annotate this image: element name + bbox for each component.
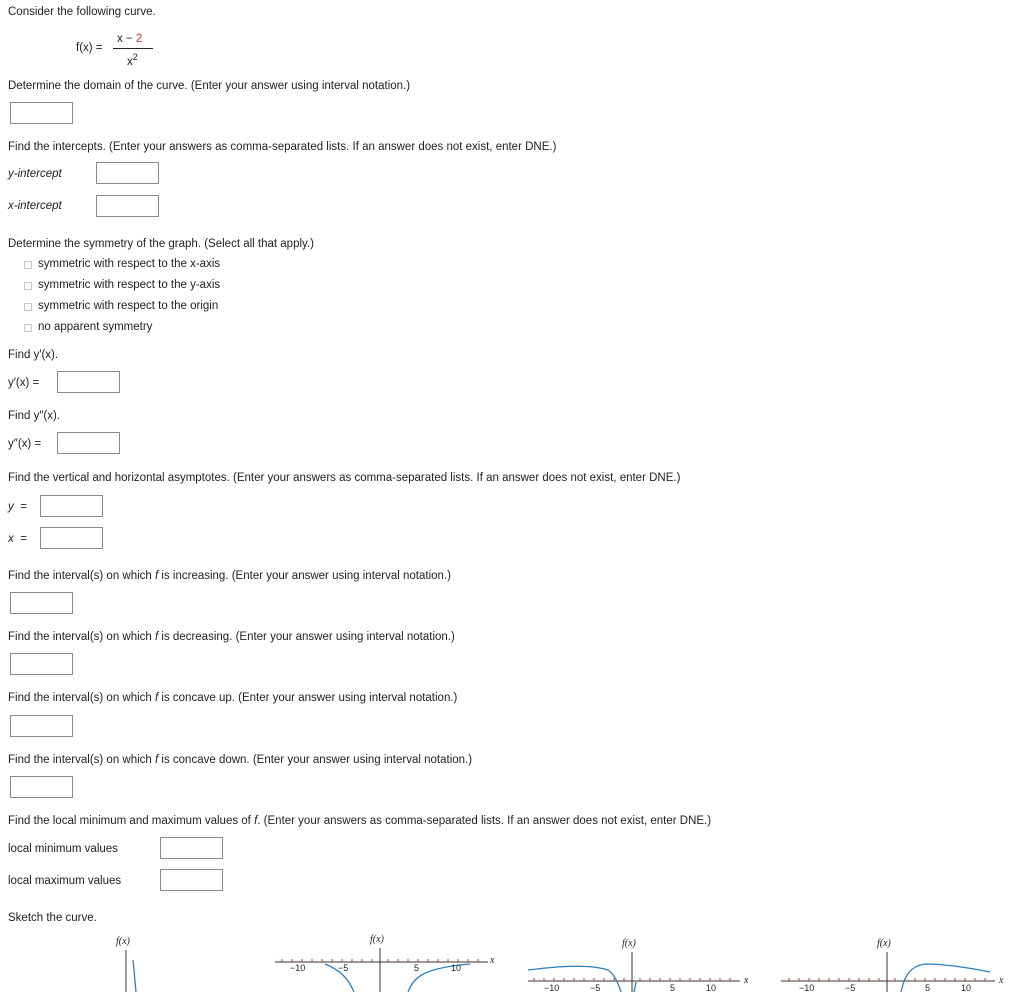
symmetry-checkbox-x-axis[interactable] (24, 261, 32, 269)
decreasing-input[interactable] (10, 653, 73, 675)
tick-label: 10 (451, 963, 462, 973)
graph-x-label: x (490, 955, 495, 966)
first-derivative-prompt: Find y′(x). (8, 349, 59, 361)
domain-input[interactable] (10, 102, 73, 124)
graph-label: f(x) (877, 938, 891, 949)
second-derivative-label: y″(x) = (8, 438, 42, 450)
tick-label: 5 (925, 983, 931, 993)
symmetry-checkbox-none[interactable] (24, 324, 32, 332)
y-intercept-input[interactable] (96, 162, 159, 184)
symmetry-option-label: no apparent symmetry (38, 321, 153, 333)
horizontal-asymptote-label: y = (8, 501, 27, 513)
symmetry-option-label: symmetric with respect to the origin (38, 300, 219, 312)
second-derivative-prompt: Find y″(x). (8, 410, 60, 422)
local-minimum-label: local minimum values (8, 843, 118, 855)
x-intercept-input[interactable] (96, 195, 159, 217)
tick-label: 10 (961, 983, 972, 993)
local-minimum-input[interactable] (160, 837, 223, 859)
concave-up-prompt: Find the interval(s) on which f is concave up. (Enter your answer using interval notation.) (8, 692, 458, 704)
concave-up-input[interactable] (10, 715, 73, 737)
first-derivative-input[interactable] (57, 371, 120, 393)
symmetry-checkbox-origin[interactable] (24, 303, 32, 311)
graph-x-label: x (744, 975, 749, 986)
graph-x-label: x (999, 975, 1004, 986)
symmetry-option-label: symmetric with respect to the y-axis (38, 279, 221, 291)
horizontal-asymptote-input[interactable] (40, 495, 103, 517)
concave-down-prompt: Find the interval(s) on which f is concave down. (Enter your answer using interval notation.) (8, 754, 473, 766)
tick-label: −10 (544, 983, 560, 993)
vertical-asymptote-label: x = (8, 533, 27, 545)
x-intercept-label: x-intercept (8, 200, 62, 212)
tick-label: 5 (414, 963, 420, 973)
second-derivative-input[interactable] (57, 432, 120, 454)
extrema-prompt: Find the local minimum and maximum values of f. (Enter your answers as comma-separated lists. If an answer does not exist, enter DNE.) (8, 815, 712, 827)
function-numerator: x − 2 (117, 33, 143, 45)
symmetry-checkbox-y-axis[interactable] (24, 282, 32, 290)
tick-label: −5 (845, 983, 856, 993)
graph-option-4[interactable] (775, 930, 1024, 992)
graph-label: f(x) (370, 934, 384, 945)
intro-text: Consider the following curve. (8, 6, 156, 18)
y-intercept-label: y-intercept (8, 168, 62, 180)
graph-2-canvas (270, 930, 510, 992)
graph-1-canvas (60, 930, 260, 992)
domain-prompt: Determine the domain of the curve. (Enter your answer using interval notation.) (8, 80, 411, 92)
first-derivative-label: y′(x) = (8, 377, 40, 389)
tick-label: 5 (670, 983, 676, 993)
graph-option-1[interactable] (60, 930, 260, 992)
graph-label: f(x) (116, 936, 130, 947)
tick-label: −10 (799, 983, 815, 993)
function-denominator: $x^2$ (127, 52, 138, 68)
tick-label: 10 (706, 983, 717, 993)
symmetry-option-label: symmetric with respect to the x-axis (38, 258, 221, 270)
decreasing-prompt: Find the interval(s) on which f is decreasing. (Enter your answer using interval notation.) (8, 631, 455, 643)
local-maximum-input[interactable] (160, 869, 223, 891)
function-lhs: f(x) = (76, 42, 103, 54)
graph-option-3[interactable] (520, 930, 760, 992)
tick-label: −10 (290, 963, 306, 973)
increasing-prompt: Find the interval(s) on which f is increasing. (Enter your answer using interval notation.) (8, 570, 451, 582)
fraction-bar (113, 48, 153, 49)
intercepts-prompt: Find the intercepts. (Enter your answers as comma-separated lists. If an answer does not exist, enter DNE.) (8, 141, 557, 153)
concave-down-input[interactable] (10, 776, 73, 798)
local-maximum-label: local maximum values (8, 875, 122, 887)
sketch-prompt: Sketch the curve. (8, 912, 97, 924)
tick-label: −5 (338, 963, 349, 973)
graph-label: f(x) (622, 938, 636, 949)
graph-option-2[interactable] (270, 930, 510, 992)
increasing-input[interactable] (10, 592, 73, 614)
tick-label: −5 (590, 983, 601, 993)
symmetry-prompt: Determine the symmetry of the graph. (Select all that apply.) (8, 238, 314, 250)
asymptotes-prompt: Find the vertical and horizontal asymptotes. (Enter your answers as comma-separated lists. If an answer does not exist, enter DNE.) (8, 472, 681, 484)
vertical-asymptote-input[interactable] (40, 527, 103, 549)
